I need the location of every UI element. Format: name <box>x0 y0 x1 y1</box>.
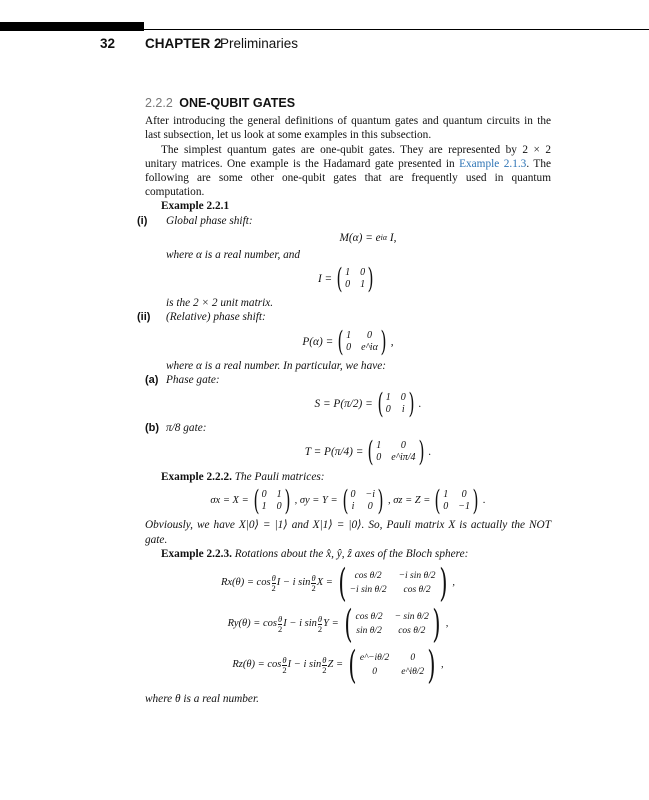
pauli-note: Obviously, we have X|0⟩ = |1⟩ and X|1⟩ = |0⟩. So, Pauli matrix X is actually the NOT gate. <box>145 519 551 546</box>
closing-text: where θ is a real number. <box>145 693 259 706</box>
item-global-phase <box>137 214 551 228</box>
matrix-cell: 0 <box>376 452 382 464</box>
equation-ry <box>125 602 551 647</box>
matrix-cell: 1 <box>443 489 449 501</box>
equation-pauli <box>145 484 551 518</box>
section-title: ONE-QUBIT GATES <box>179 96 296 110</box>
bracket-left: ( <box>336 262 343 296</box>
matrix-cell: −i sin θ/2 <box>398 571 436 582</box>
section-heading <box>145 96 551 110</box>
matrix-cell: cos θ/2 <box>398 626 426 637</box>
eq-end: Z = <box>327 658 344 670</box>
bracket-right: ) <box>380 324 387 358</box>
matrix-cell: e^iπ/4 <box>391 452 416 464</box>
matrix-cell: −i <box>365 489 376 501</box>
bracket-left: ( <box>434 484 441 518</box>
eq-punct: , <box>294 495 298 507</box>
chapter-label: CHAPTER 2 <box>145 36 222 51</box>
subitem-label: (a) <box>145 373 159 386</box>
matrix-pauli-x <box>251 484 293 518</box>
example-link[interactable]: Example 2.1.3 <box>459 157 527 170</box>
paragraph-one-qubit <box>145 143 551 200</box>
item-label: (ii) <box>137 311 151 324</box>
eq-lhs: T = P(π/4) = <box>304 446 364 459</box>
header-bar <box>0 22 144 31</box>
eq-lhs: σz = Z = <box>393 495 431 507</box>
subitem-pi8-gate <box>145 421 551 435</box>
eq-lhs: M(α) = e <box>339 231 381 244</box>
eq-mid: I − i sin <box>287 658 322 670</box>
matrix-p <box>335 324 389 358</box>
chapter-title: Preliminaries <box>220 36 299 51</box>
fraction-den: 2 <box>271 582 276 593</box>
matrix-cell: 0 <box>443 501 449 513</box>
matrix-t <box>365 435 426 469</box>
matrix-pauli-y <box>340 484 386 518</box>
example-2-2-3-heading-line <box>145 547 551 561</box>
fraction <box>282 656 286 675</box>
fraction-num: θ <box>278 613 283 624</box>
page-body <box>137 96 551 706</box>
item-title: Global phase shift: <box>166 214 253 227</box>
eq-end: Y = <box>323 617 339 629</box>
matrix-cell: e^iα <box>361 341 378 353</box>
subitem-phase-gate <box>145 373 551 387</box>
eq-punct: . <box>418 397 422 410</box>
eq-punct: . <box>482 495 486 507</box>
matrix-grid <box>443 489 470 513</box>
paragraph-intro: After introducing the general definitions of quantum gates and quantum circuits in the last subsection, let us look at some examples in this subsection. <box>145 115 551 142</box>
bracket-left: ( <box>367 435 374 469</box>
matrix-cell: 0 <box>346 341 352 353</box>
bracket-left: ( <box>338 561 347 606</box>
where-alpha-text: where α is a real number, and <box>166 249 301 262</box>
fraction <box>272 574 276 593</box>
running-header <box>0 36 649 56</box>
matrix-cell: cos θ/2 <box>403 585 431 596</box>
item-title: (Relative) phase shift: <box>166 311 266 324</box>
fraction-den: 2 <box>311 582 316 593</box>
item-relative-phase <box>137 310 551 324</box>
matrix-cell: sin θ/2 <box>356 626 382 637</box>
matrix-ry <box>341 602 444 647</box>
eq-rhs: I, <box>389 231 397 244</box>
matrix-cell: 0 <box>400 392 406 404</box>
matrix-cell: 0 <box>461 489 467 501</box>
bracket-left: ( <box>253 484 260 518</box>
matrix-rz <box>345 643 439 688</box>
matrix-cell: 1 <box>346 329 352 341</box>
matrix-grid <box>360 651 424 679</box>
subitem-label: (b) <box>145 422 160 435</box>
matrix-grid <box>350 489 375 513</box>
equation-t-gate <box>185 435 551 469</box>
bracket-right: ) <box>427 643 436 688</box>
matrix-identity <box>334 262 376 296</box>
example-2-2-2-title: The Pauli matrices: <box>234 471 325 484</box>
item-label: (i) <box>137 214 148 227</box>
bracket-right: ) <box>377 484 384 518</box>
matrix-cell: 1 <box>376 440 382 452</box>
matrix-cell: e^iθ/2 <box>401 667 425 678</box>
equation-identity <box>145 262 551 296</box>
unit-matrix-text: is the 2 × 2 unit matrix. <box>166 297 274 310</box>
matrix-cell: cos θ/2 <box>354 571 382 582</box>
eq-mid: I − i sin <box>276 576 311 588</box>
fraction <box>318 615 322 634</box>
bracket-right: ) <box>408 387 415 421</box>
where-particular-text: where α is a real number. In particular, we have: <box>166 359 387 372</box>
fraction-den: 2 <box>277 623 283 634</box>
subitem-title: π/8 gate: <box>166 422 207 435</box>
eq-punct: , <box>387 495 391 507</box>
eq-lhs: S = P(π/2) = <box>314 397 373 410</box>
matrix-cell: 0 <box>400 440 406 452</box>
bracket-right: ) <box>472 484 479 518</box>
matrix-grid <box>262 489 282 513</box>
section-number: 2.2.2 <box>145 96 173 110</box>
eq-punct: , <box>445 617 449 629</box>
matrix-grid <box>356 610 429 638</box>
fraction-den: 2 <box>322 664 327 675</box>
bracket-left: ( <box>348 643 357 688</box>
matrix-cell: 0 <box>276 501 282 513</box>
eq-lhs: P(α) = <box>302 335 334 348</box>
eq-mid: I − i sin <box>283 617 317 629</box>
matrix-grid <box>376 440 415 464</box>
matrix-cell: 0 <box>385 404 391 416</box>
eq-lhs: Ry(θ) = cos <box>227 617 277 629</box>
matrix-cell: 0 <box>367 501 373 513</box>
matrix-cell: 0 <box>360 267 366 279</box>
eq-punct: . <box>428 446 432 459</box>
bracket-right: ) <box>284 484 291 518</box>
matrix-cell: i <box>401 404 405 416</box>
eq-punct: , <box>440 658 444 670</box>
example-2-2-3-heading: Example 2.2.3. <box>161 547 232 560</box>
example-2-2-2-heading-line <box>145 470 551 484</box>
matrix-pauli-z <box>432 484 481 518</box>
matrix-cell: − sin θ/2 <box>394 612 429 623</box>
equation-relative-phase <box>145 324 551 358</box>
matrix-cell: 1 <box>261 501 267 513</box>
matrix-rx <box>335 561 451 606</box>
paragraph-text-b: . The following are some other one-qubit gates that are frequently used in quantum computation. <box>145 157 551 199</box>
matrix-cell: 0 <box>350 489 356 501</box>
eq-sup: iα <box>380 232 388 242</box>
bracket-left: ( <box>337 324 344 358</box>
equation-s-gate <box>185 387 551 421</box>
fraction <box>311 574 315 593</box>
fraction-den: 2 <box>282 664 287 675</box>
matrix-grid <box>350 569 436 597</box>
fraction-num: θ <box>282 654 287 665</box>
matrix-grid <box>386 392 406 416</box>
bracket-right: ) <box>367 262 374 296</box>
bracket-left: ( <box>344 602 353 647</box>
subitem-title: Phase gate: <box>166 373 220 386</box>
bracket-right: ) <box>417 435 425 469</box>
matrix-cell: 1 <box>345 267 351 279</box>
header-rule <box>144 29 649 30</box>
matrix-cell: 0 <box>345 279 351 291</box>
matrix-cell: 1 <box>385 392 391 404</box>
fraction-den: 2 <box>317 623 323 634</box>
fraction-num: θ <box>271 572 276 583</box>
example-2-2-2-heading: Example 2.2.2. <box>161 471 232 484</box>
paragraph-text-a: The simplest quantum gates are one-qubit gates. They are represented by 2 × 2 unitary matrices. One example is the Hadamard gate presented in <box>145 143 551 170</box>
matrix-cell: −1 <box>458 501 471 513</box>
eq-punct: , <box>390 335 394 348</box>
bracket-right: ) <box>432 602 441 647</box>
bracket-left: ( <box>377 387 384 421</box>
equation-global-phase <box>185 231 551 245</box>
equation-rx <box>125 561 551 606</box>
matrix-cell: 0 <box>410 653 416 664</box>
matrix-grid <box>346 330 378 354</box>
matrix-cell: −i sin θ/2 <box>349 585 387 596</box>
matrix-grid <box>345 267 365 291</box>
matrix-cell: cos θ/2 <box>355 612 383 623</box>
eq-lhs: Rx(θ) = cos <box>220 576 271 588</box>
matrix-cell: 0 <box>366 329 372 341</box>
example-2-2-3-title: Rotations about the x̂, ŷ, ẑ axes of the Bloch sphere: <box>234 547 469 560</box>
eq-lhs: I = <box>317 273 333 286</box>
matrix-s <box>375 387 417 421</box>
fraction <box>322 656 326 675</box>
example-2-2-1-heading: Example 2.2.1 <box>161 200 230 213</box>
fraction-num: θ <box>317 613 323 624</box>
bracket-right: ) <box>438 561 448 606</box>
fraction-num: θ <box>322 654 327 665</box>
matrix-cell: i <box>351 501 355 513</box>
eq-lhs: Rz(θ) = cos <box>232 658 282 670</box>
page-number: 32 <box>100 36 116 51</box>
matrix-cell: 1 <box>276 489 282 501</box>
matrix-cell: 0 <box>372 667 377 678</box>
eq-end: X = <box>316 576 333 588</box>
matrix-cell: 0 <box>261 489 267 501</box>
eq-lhs: σx = X = <box>210 495 249 507</box>
fraction-num: θ <box>311 572 316 583</box>
equation-rz <box>125 643 551 688</box>
eq-punct: , <box>452 576 455 588</box>
bracket-left: ( <box>342 484 349 518</box>
eq-lhs: σy = Y = <box>299 495 338 507</box>
matrix-cell: e^−iθ/2 <box>359 653 390 664</box>
fraction <box>278 615 282 634</box>
matrix-cell: 1 <box>360 279 366 291</box>
